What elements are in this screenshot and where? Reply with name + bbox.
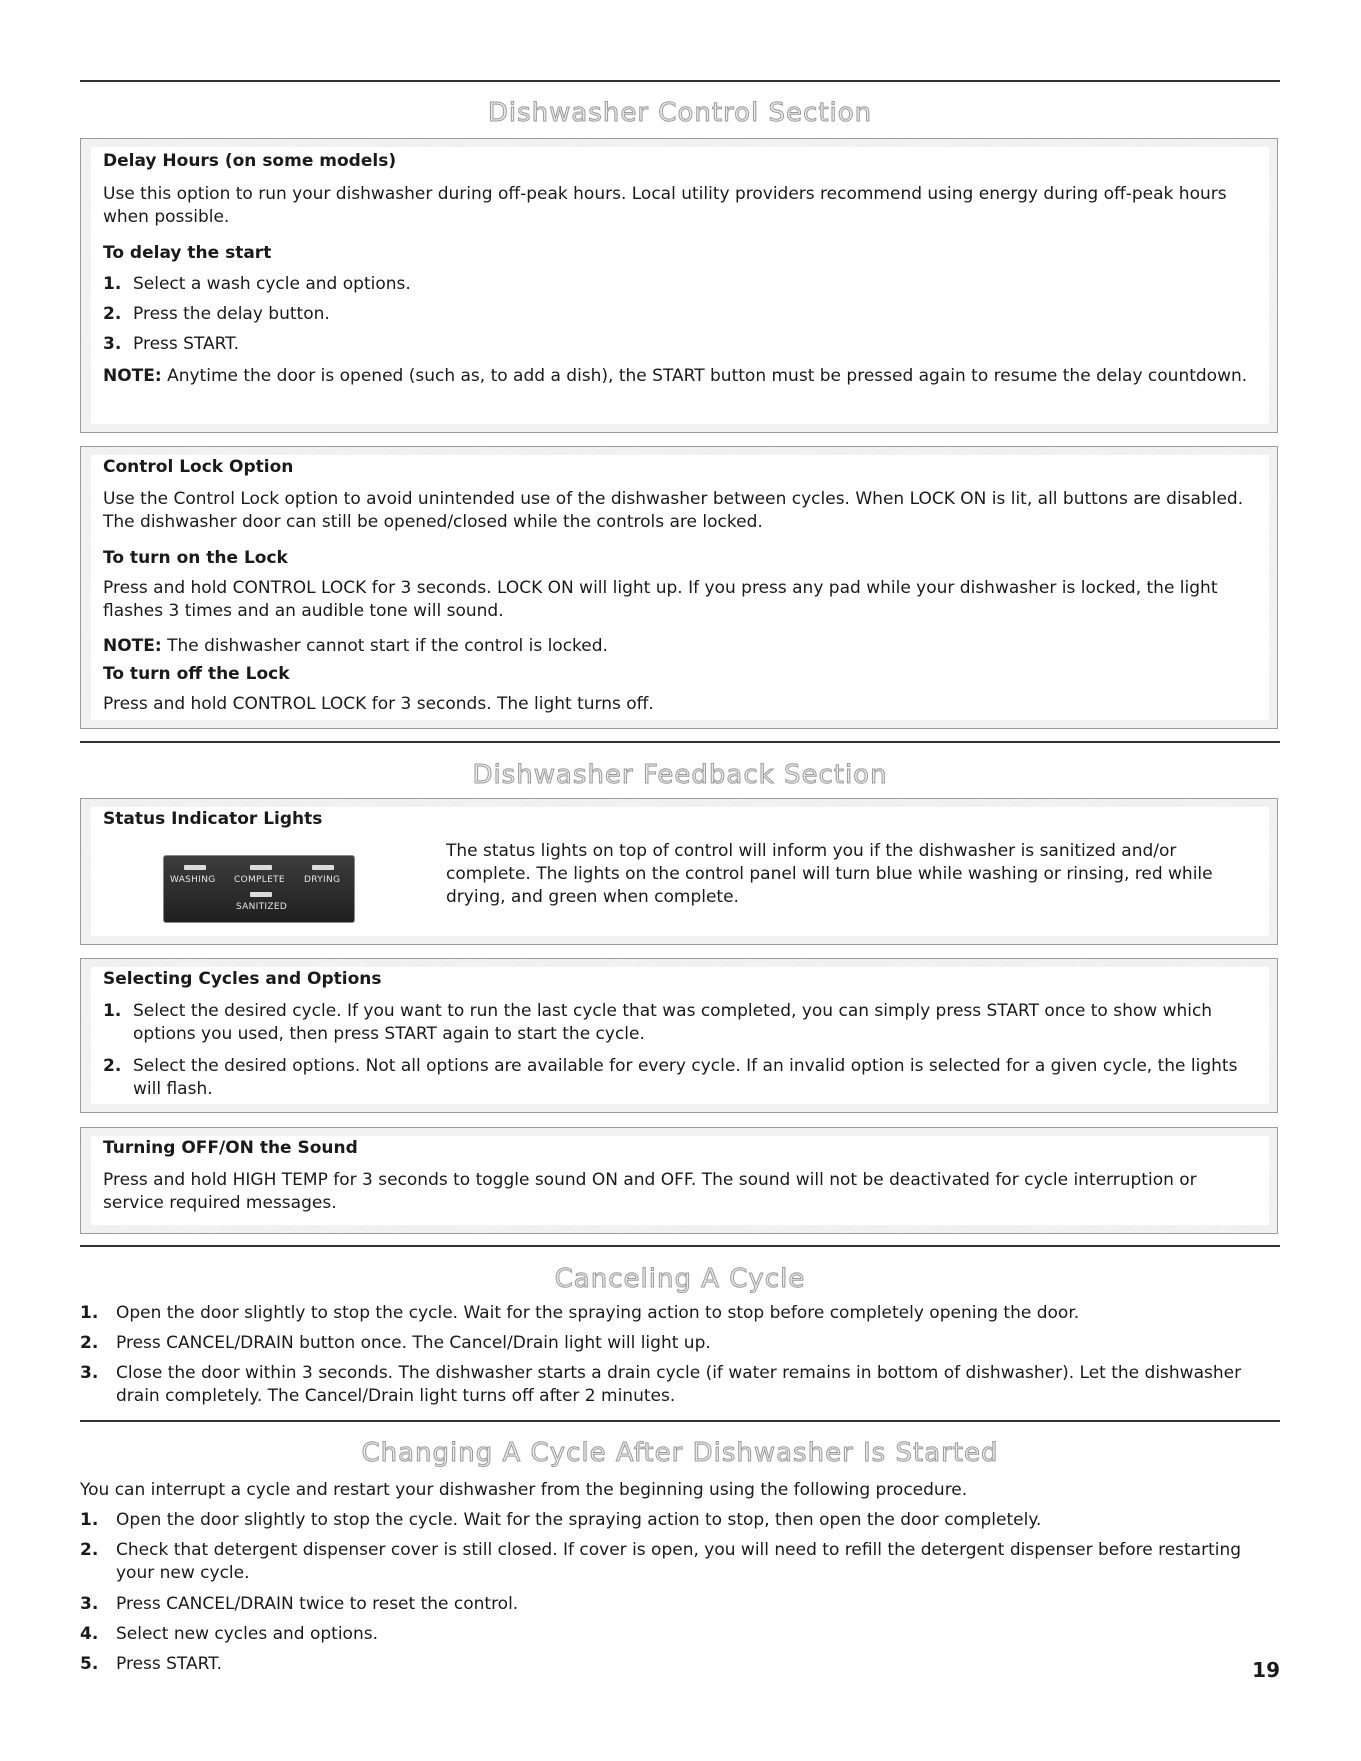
list-item	[80, 1539, 1260, 1585]
selecting-cycles-title: Selecting Cycles and Options	[103, 969, 382, 989]
lock-on-text: Press and hold CONTROL LOCK for 3 seconds. LOCK ON will light up. If you press any pad while your dishwasher is locked, the light flashes 3 times and an audible tone will sound.	[103, 578, 1218, 621]
sound-panel	[80, 1127, 1278, 1234]
delay-hours-title: Delay Hours (on some models)	[103, 151, 397, 171]
section-rule	[80, 741, 1280, 743]
sound-text: Press and hold HIGH TEMP for 3 seconds to toggle sound ON and OFF. The sound will not be deactivated for cycle interruption or service required messages.	[103, 1170, 1197, 1213]
list-text: Press START.	[133, 334, 239, 354]
list-text: Press START.	[116, 1654, 222, 1674]
list-text: Close the door within 3 seconds. The dishwasher starts a drain cycle (if water remains in bottom of dishwasher). Let the dishwasher drain completely. The Cancel/Drain light turns off after 2 minutes.	[116, 1363, 1242, 1406]
list-text: Select the desired options. Not all options are available for every cycle. If an invalid option is selected for a given cycle, the lights will flash.	[133, 1056, 1238, 1099]
change-intro: You can interrupt a cycle and restart your dishwasher from the beginning using the following procedure.	[80, 1480, 968, 1500]
list-text: Select a wash cycle and options.	[133, 274, 411, 294]
lock-on-subtitle: To turn on the Lock	[103, 548, 288, 568]
list-text: Open the door slightly to stop the cycle. Wait for the spraying action to stop before completely opening the door.	[116, 1303, 1080, 1323]
list-item	[103, 273, 1261, 296]
list-number: 2.	[80, 1333, 99, 1353]
list-item	[103, 333, 1261, 356]
drying-light-icon	[312, 865, 334, 870]
complete-label: COMPLETE	[234, 875, 285, 885]
note-label: NOTE:	[103, 636, 162, 656]
feedback-section-heading: Dishwasher Feedback Section	[472, 760, 888, 790]
delay-hours-panel	[80, 138, 1278, 433]
status-lights-image	[163, 855, 355, 923]
list-number: 3.	[80, 1363, 99, 1383]
list-item	[80, 1302, 1260, 1325]
selecting-cycles-panel	[80, 958, 1278, 1113]
list-number: 5.	[80, 1654, 99, 1674]
lock-note	[103, 635, 1261, 658]
delay-note	[103, 365, 1261, 388]
list-item	[80, 1362, 1260, 1408]
list-number: 1.	[80, 1510, 99, 1530]
list-item	[80, 1623, 1260, 1646]
control-lock-intro: Use the Control Lock option to avoid unintended use of the dishwasher between cycles. When LOCK ON is lit, all buttons are disabled. The dishwasher door can still be opened/closed while the controls are locked.	[103, 489, 1244, 532]
page-number: 19	[1252, 1658, 1280, 1682]
list-item	[103, 1000, 1261, 1046]
list-number: 2.	[80, 1540, 99, 1560]
cancel-section-heading: Canceling A Cycle	[554, 1264, 806, 1294]
delay-hours-intro: Use this option to run your dishwasher during off-peak hours. Local utility providers recommend using energy during off-peak hours when possible.	[103, 184, 1227, 227]
top-rule	[80, 80, 1280, 82]
list-item	[103, 1055, 1261, 1101]
list-number: 2.	[103, 1056, 122, 1076]
list-item	[80, 1332, 1260, 1355]
list-text: Select new cycles and options.	[116, 1624, 378, 1644]
list-number: 3.	[80, 1594, 99, 1614]
list-text: Press CANCEL/DRAIN button once. The Cancel/Drain light will light up.	[116, 1333, 711, 1353]
control-lock-panel	[80, 446, 1278, 729]
list-item	[80, 1593, 1260, 1616]
sanitized-label: SANITIZED	[236, 902, 288, 912]
note-text: The dishwasher cannot start if the control is locked.	[161, 636, 608, 656]
note-text: Anytime the door is opened (such as, to add a dish), the START button must be pressed again to resume the delay countdown.	[161, 366, 1248, 386]
washing-label: WASHING	[170, 875, 216, 885]
list-number: 4.	[80, 1624, 99, 1644]
list-text: Press the delay button.	[133, 304, 330, 324]
lock-off-subtitle: To turn off the Lock	[103, 664, 290, 684]
list-text: Open the door slightly to stop the cycle. Wait for the spraying action to stop, then open the door completely.	[116, 1510, 1042, 1530]
section-rule	[80, 1245, 1280, 1247]
list-number: 3.	[103, 334, 122, 354]
note-label: NOTE:	[103, 366, 162, 386]
change-section-heading: Changing A Cycle After Dishwasher Is Started	[361, 1438, 999, 1468]
status-lights-title: Status Indicator Lights	[103, 809, 323, 829]
list-number: 2.	[103, 304, 122, 324]
list-number: 1.	[103, 274, 122, 294]
delay-start-subtitle: To delay the start	[103, 243, 272, 263]
control-lock-title: Control Lock Option	[103, 457, 294, 477]
washing-light-icon	[184, 865, 206, 870]
list-text: Select the desired cycle. If you want to run the last cycle that was completed, you can simply press START once to show which options you used, then press START again to start the cycle.	[133, 1001, 1213, 1044]
complete-light-icon	[250, 865, 272, 870]
list-item	[80, 1509, 1260, 1532]
list-text: Check that detergent dispenser cover is still closed. If cover is open, you will need to refill the detergent dispenser before restarting your new cycle.	[116, 1540, 1242, 1583]
list-item	[103, 303, 1261, 326]
drying-label: DRYING	[304, 875, 341, 885]
status-lights-panel	[80, 798, 1278, 945]
sanitized-light-icon	[250, 892, 272, 897]
list-number: 1.	[103, 1001, 122, 1021]
list-number: 1.	[80, 1303, 99, 1323]
list-item	[80, 1653, 1260, 1676]
status-lights-text: The status lights on top of control will inform you if the dishwasher is sanitized and/or complete. The lights on the control panel will turn blue while washing or rinsing, red while drying, and green when complete.	[446, 841, 1213, 907]
control-section-heading: Dishwasher Control Section	[487, 98, 873, 128]
section-rule	[80, 1420, 1280, 1422]
list-text: Press CANCEL/DRAIN twice to reset the control.	[116, 1594, 519, 1614]
lock-off-text: Press and hold CONTROL LOCK for 3 seconds. The light turns off.	[103, 694, 654, 714]
sound-title: Turning OFF/ON the Sound	[103, 1138, 358, 1158]
